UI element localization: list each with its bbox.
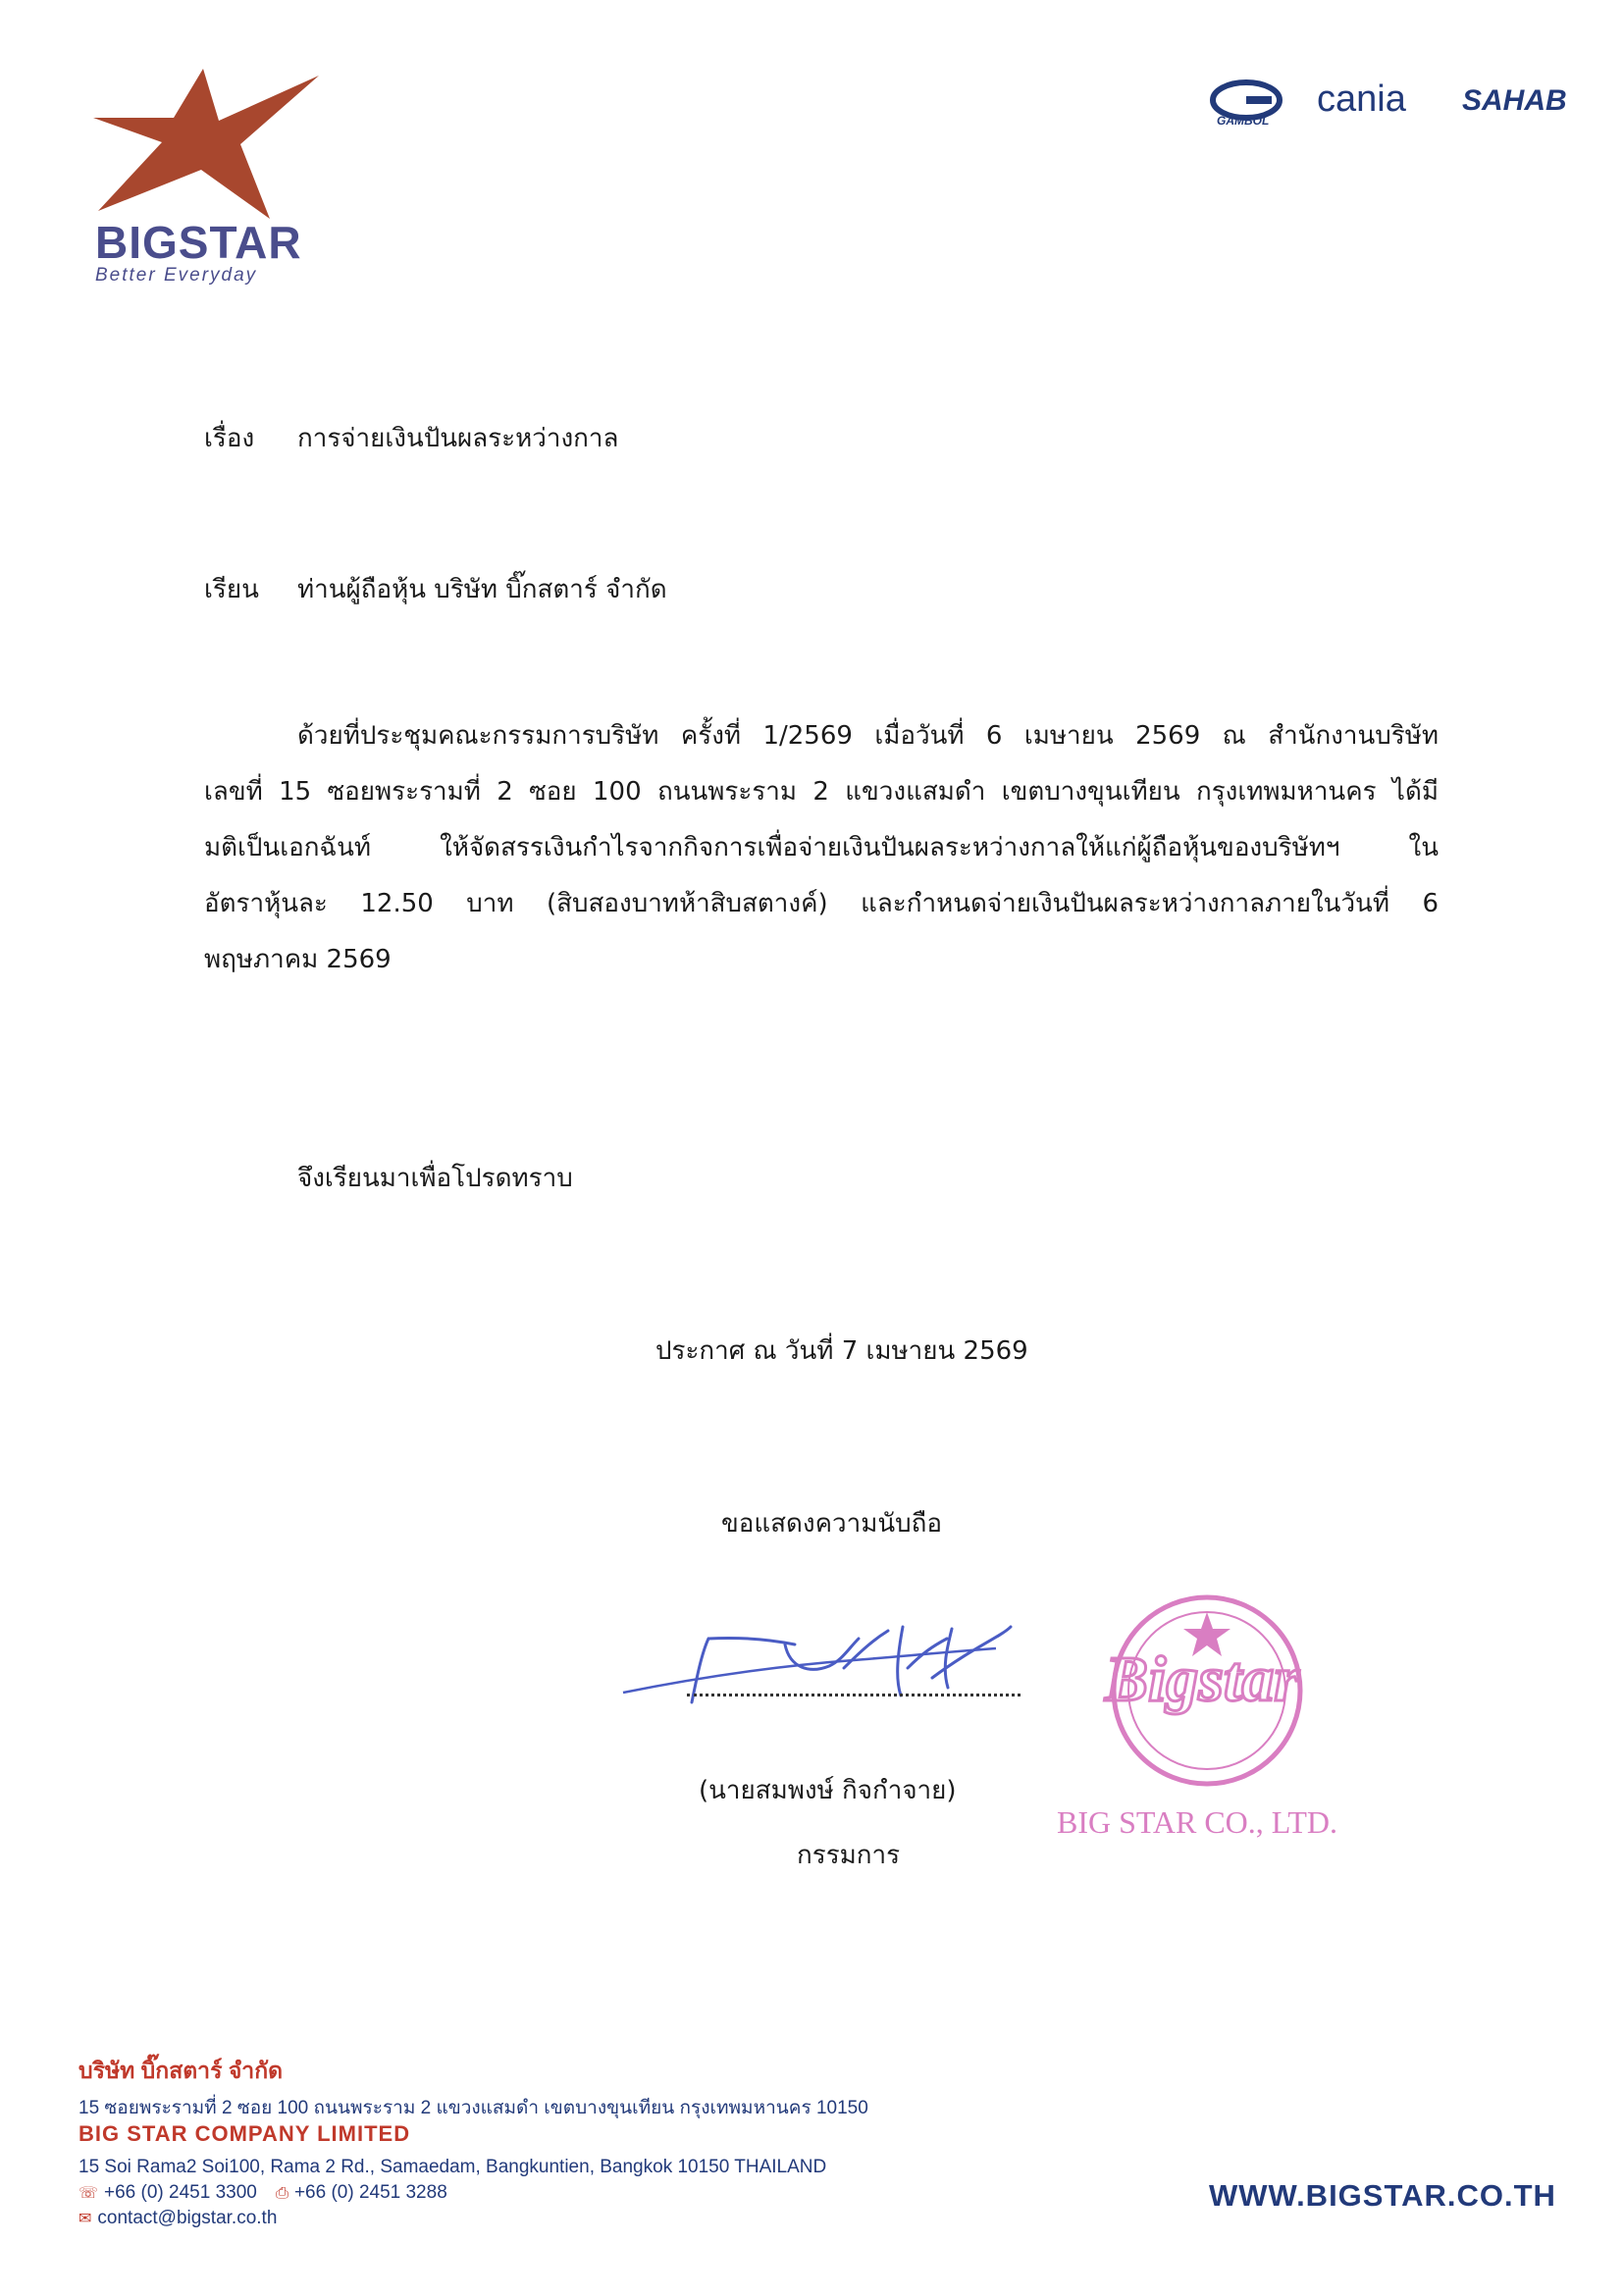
- subject-label: เรื่อง: [204, 424, 255, 453]
- phone-icon: ☏: [79, 2185, 99, 2202]
- brand-cania: cania: [1317, 78, 1406, 120]
- brand-gambol: GAMBOL: [1217, 114, 1270, 128]
- subject-text: การจ่ายเงินปันผลระหว่างกาล: [297, 424, 619, 453]
- bigstar-star-logo: [93, 64, 329, 221]
- announcement-date: ประกาศ ณ วันที่ 7 เมษายน 2569: [655, 1336, 1028, 1366]
- footer-email[interactable]: contact@bigstar.co.th: [97, 2208, 278, 2228]
- recipient-text: ท่านผู้ถือหุ้น บริษัท บิ๊กสตาร์ จำกัด: [297, 575, 667, 604]
- footer-email-row: [79, 2208, 277, 2229]
- stamp-logo-text: Bigstar: [1104, 1644, 1300, 1715]
- signature-line: [687, 1690, 1021, 1696]
- footer-website[interactable]: WWW.BIGSTAR.CO.TH: [1209, 2178, 1556, 2213]
- logo-tagline: Better Everyday: [95, 265, 258, 286]
- brand-sahab: SAHAB: [1462, 84, 1567, 117]
- footer-company-en: BIG STAR COMPANY LIMITED: [79, 2121, 411, 2146]
- fax-icon: ⎙: [276, 2185, 288, 2202]
- signature-icon: [608, 1609, 1040, 1717]
- recipient-label: เรียน: [204, 575, 259, 604]
- signatory-name: (นายสมพงษ์ กิจกำจาย): [699, 1776, 957, 1805]
- stamp-company-text: BIG STAR CO., LTD.: [1056, 1804, 1338, 1840]
- body-line: อัตราหุ้นละ 12.50 บาท (สิบสองบาทห้าสิบสตางค์) และกำหนดจ่ายเงินปันผลระหว่างกาลภายในวันที่ 6: [204, 889, 1439, 918]
- footer-address-th: 15 ซอยพระรามที่ 2 ซอย 100 ถนนพระราม 2 แขวงแสมดำ เขตบางขุนเทียน กรุงเทพมหานคร 10150: [79, 2098, 868, 2118]
- signatory-title: กรรมการ: [797, 1841, 901, 1870]
- body-paragraph: [204, 708, 1439, 988]
- footer-address-en: 15 Soi Rama2 Soi100, Rama 2 Rd., Samaedam, Bangkuntien, Bangkok 10150 THAILAND: [79, 2157, 827, 2177]
- body-line: เลขที่ 15 ซอยพระรามที่ 2 ซอย 100 ถนนพระราม 2 แขวงแสมดำ เขตบางขุนเทียน กรุงเทพมหานคร ได้มี: [204, 777, 1439, 807]
- body-line: ด้วยที่ประชุมคณะกรรมการบริษัท ครั้งที่ 1/2569 เมื่อวันที่ 6 เมษายน 2569 ณ สำนักงานบริษัท: [297, 721, 1439, 751]
- footer-company-th: บริษัท บิ๊กสตาร์ จำกัด: [79, 2058, 284, 2083]
- footer-contact-numbers: [79, 2182, 447, 2204]
- logo-name: BIGSTAR: [95, 217, 302, 268]
- body-line: พฤษภาคม 2569: [204, 945, 392, 974]
- footer-fax: +66 (0) 2451 3288: [293, 2182, 447, 2203]
- footer-phone: +66 (0) 2451 3300: [104, 2182, 257, 2203]
- regards-text: ขอแสดงความนับถือ: [721, 1509, 942, 1539]
- company-stamp-icon: [1040, 1588, 1364, 1867]
- email-icon: ✉: [79, 2211, 92, 2227]
- closing-text: จึงเรียนมาเพื่อโปรดทราบ: [297, 1164, 573, 1193]
- body-line: มติเป็นเอกฉันท์ ให้จัดสรรเงินกำไรจากกิจการเพื่อจ่ายเงินปันผลระหว่างกาลให้แก่ผู้ถือหุ้นของบริษัทฯ ใน: [204, 833, 1439, 862]
